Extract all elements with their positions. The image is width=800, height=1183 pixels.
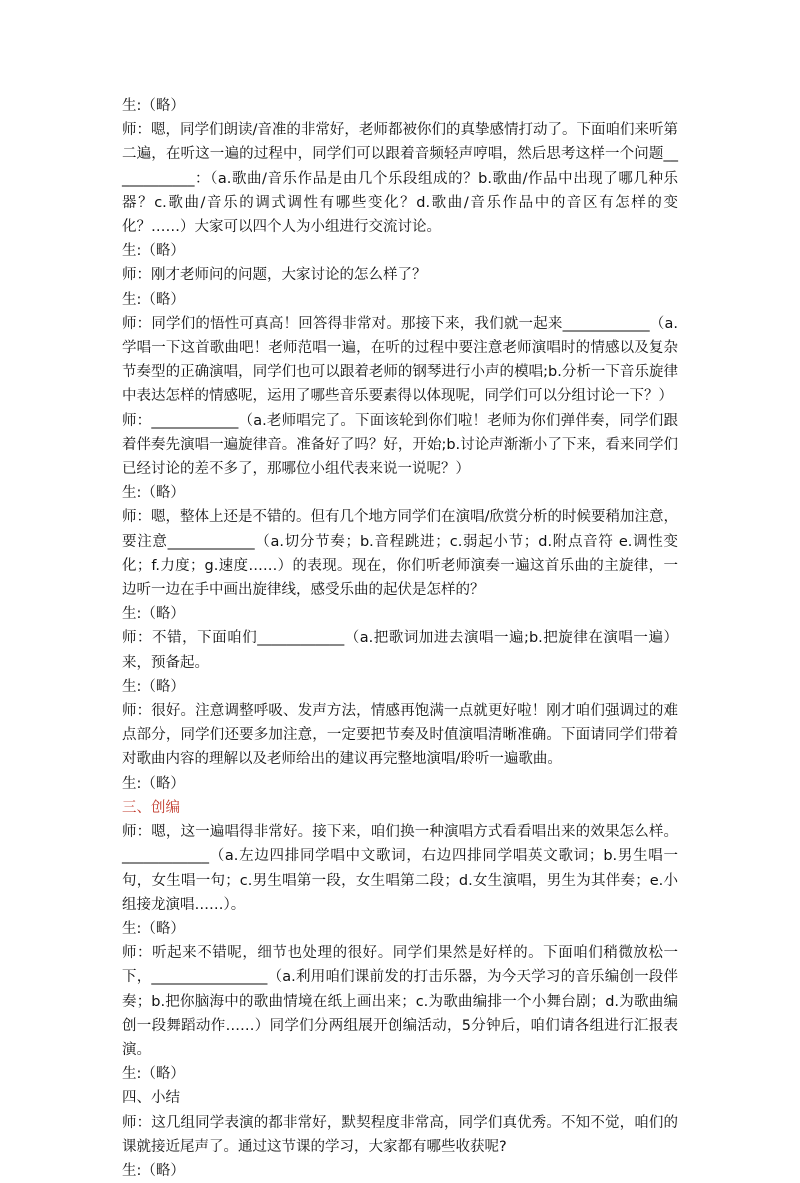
student-reply: 生:（略） [122,291,185,308]
teacher-line: 师：不错，下面咱们____________（a.把歌词加进去演唱一遍;b.把旋律在演唱一遍）来，预备起。 [122,630,678,671]
student-reply: 生:（略） [122,775,185,792]
student-reply: 生:（略） [122,485,185,502]
student-reply: 生:（略） [122,1162,185,1179]
teacher-line: 师：嗯，整体上还是不错的。但有几个地方同学们在演唱/欣赏分析的时候要稍加注意，要注意____________（a.切分节奏；b.音程跳进；c.弱起小节；d.附点音符 e.调性变化；f.力度；g.速度……）的表现。现在，你们听老师演奏一遍这首乐曲的主旋律，一边听一边在手中画出旋律线，感受乐曲的起伏是怎样的？ [122,509,678,599]
teacher-line: 师：嗯，同学们朗读/音准的非常好，老师都被你们的真挚感情打动了。下面咱们来听第二遍，在听这一遍的过程中，同学们可以跟着音频轻声哼唱，然后思考这样一个问题____________：（a.歌曲/音乐作品是由几个乐段组成的？b.歌曲/作品中出现了哪几种乐器？c.歌曲/音乐的调式调性有哪些变化？d.歌曲/音乐作品中的音区有怎样的变化？……）大家可以四个人为小组进行交流讨论。 [122,122,678,236]
section-heading-summary: 四、小结 [122,1090,180,1107]
teacher-line: 师：刚才老师问的问题，大家讨论的怎么样了？ [122,267,427,284]
student-reply: 生:（略） [122,678,185,695]
student-reply: 生:（略） [122,98,185,114]
teacher-line: 师：听起来不错呢，细节也处理的很好。同学们果然是好样的。下面咱们稍微放松一下，________________（a.利用咱们课前发的打击乐器，为今天学习的音乐编创一段伴奏；b.把你脑海中的歌曲情境在纸上画出来；c.为歌曲编排一个小舞台剧；d.为歌曲编创一段舞蹈动作……）同学们分两组展开创编活动，5分钟后，咱们请各组进行汇报表演。 [122,945,678,1058]
section-heading-create: 三、创编 [122,799,180,816]
student-reply: 生:（略） [122,1066,185,1083]
teacher-line: 师：____________（a.老师唱完了。下面该轮到你们啦！老师为你们弹伴奏，同学们跟着伴奏先演唱一遍旋律音。准备好了吗？好，开始;b.讨论声渐渐小了下来，看来同学们已经讨论的差不多了，那哪位小组代表来说一说呢？） [122,412,678,478]
student-reply: 生:（略） [122,920,185,937]
teacher-line: 师：很好。注意调整呼吸、发声方法，情感再饱满一点就更好啦！刚才咱们强调过的难点部分，同学们还要多加注意，一定要把节奏及时值演唱清晰准确。下面请同学们带着对歌曲内容的理解以及老师给出的建议再完整地演唱/聆听一遍歌曲。 [122,703,678,768]
student-reply: 生:（略） [122,243,185,260]
student-reply: 生:（略） [122,606,185,623]
teacher-line: 师：这几组同学表演的都非常好，默契程度非常高，同学们真优秀。不知不觉，咱们的课就接近尾声了。通过这节课的学习，大家都有哪些收获呢? [122,1114,678,1155]
teacher-line: 师：同学们的悟性可真高！回答得非常对。那接下来，我们就一起来____________（a.学唱一下这首歌曲吧！老师范唱一遍，在听的过程中要注意老师演唱时的情感以及复杂节奏型的正确演唱，同学们也可以跟着老师的钢琴进行小声的模唱;b.分析一下音乐旋律中表达怎样的情感呢，运用了哪些音乐要素得以体现呢，同学们可以分组讨论一下？） [122,315,678,405]
teacher-line: 师：嗯，这一遍唱得非常好。接下来，咱们换一种演唱方式看看唱出来的效果怎么样。____________（a.左边四排同学唱中文歌词，右边四排同学唱英文歌词；b.男生唱一句，女生唱一句；c.男生唱第一段，女生唱第二段；d.女生演唱，男生为其伴奏；e.小组接龙演唱……）。 [122,824,678,913]
